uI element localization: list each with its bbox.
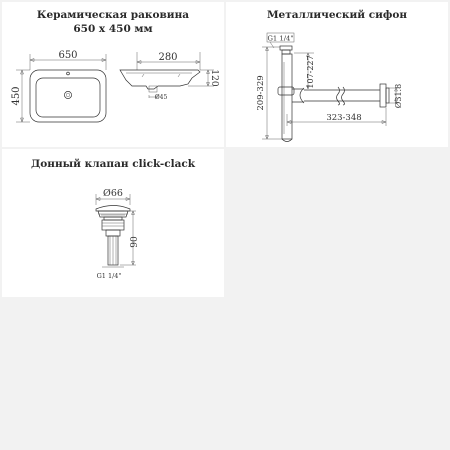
siphon-drawing bbox=[226, 2, 448, 147]
valve-height-label: 90 bbox=[130, 236, 140, 248]
siphon-thread-label: G1 1/4" bbox=[267, 34, 294, 43]
valve-title: Донный клапан click-clack bbox=[30, 158, 196, 170]
siphon-length-label: 323-348 bbox=[326, 113, 362, 123]
sink-subtitle: 650 x 450 мм bbox=[73, 23, 153, 35]
valve-drawing bbox=[2, 149, 224, 297]
siphon-drop-label: 107-227 bbox=[306, 55, 315, 89]
sink-side-view bbox=[120, 52, 219, 101]
sink-hole-label: Ø45 bbox=[154, 94, 168, 101]
siphon-diameter-label: Ø31.8 bbox=[394, 83, 403, 109]
siphon-panel bbox=[226, 2, 448, 147]
valve-diameter-label: Ø66 bbox=[103, 188, 123, 199]
valve-panel bbox=[2, 149, 224, 297]
sink-depth-label: 450 bbox=[11, 86, 22, 106]
siphon-title: Металлический сифон bbox=[266, 9, 408, 21]
sink-top-view bbox=[11, 50, 106, 122]
sink-side-width-label: 280 bbox=[158, 52, 178, 63]
sink-height-label: 120 bbox=[209, 69, 219, 87]
sink-panel bbox=[2, 2, 224, 147]
siphon-height-label: 209-329 bbox=[256, 75, 266, 111]
sink-drawing bbox=[2, 2, 224, 147]
sink-width-label: 650 bbox=[58, 50, 78, 61]
valve-thread-label: G1 1/4" bbox=[96, 272, 122, 280]
sink-title: Керамическая раковина bbox=[36, 9, 190, 21]
